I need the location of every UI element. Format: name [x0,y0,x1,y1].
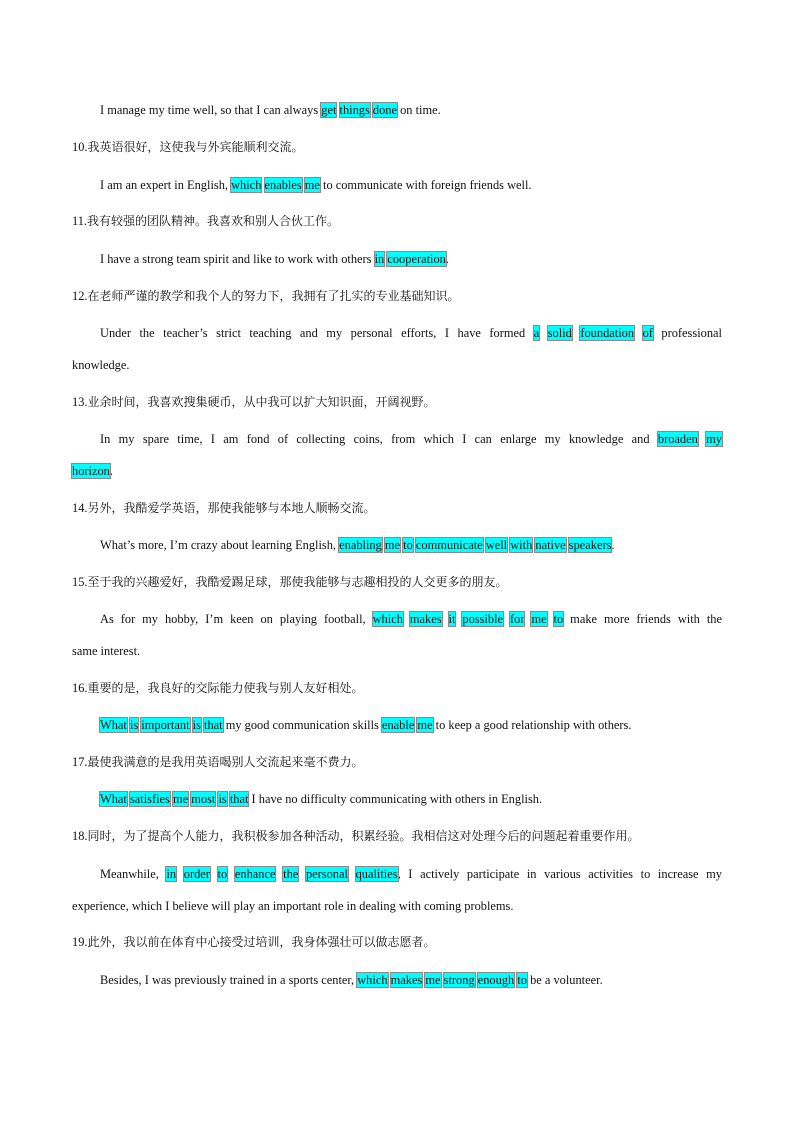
english-sentence-12 [100,325,722,341]
highlighted-word: me [172,792,189,806]
english-sentence-15-continued [72,643,140,659]
sentence-text: same interest. [72,644,141,658]
chinese-prompt-17 [72,754,364,770]
chinese-prompt-16 [72,680,364,696]
highlighted-word: is [218,792,227,806]
highlighted-word: me [417,718,433,732]
highlighted-word: possible [462,612,504,626]
highlighted-word: solid [547,326,572,340]
highlighted-word: well [485,538,508,552]
chinese-prompt-14 [72,500,376,516]
sentence-text [348,867,356,881]
highlighted-word: that [229,792,249,806]
sentence-text: to keep a good relationship with others. [432,718,632,732]
english-sentence-16 [100,717,631,733]
highlighted-word: enable [381,718,415,732]
sentence-text: I am an expert in English, [100,178,232,192]
highlighted-word: is [192,718,201,732]
chinese-prompt-11 [72,213,339,229]
highlighted-word: is [129,718,139,732]
chinese-text: 我英语很好，这使我与外宾能顺利交流。 [87,140,304,154]
sentence-text: knowledge. [72,358,130,372]
sentence-text: What’s more, I’m crazy about learning English, [100,538,340,552]
highlighted-word: which [372,612,403,626]
sentence-text [698,432,706,446]
sentence-text: , I actively participate in various activities to increase my [397,867,722,881]
item-number: 16. [72,681,88,695]
highlighted-word: makes [409,612,442,626]
highlighted-word: for [510,612,525,626]
sentence-text: I have no difficulty communicating with others in English. [248,792,543,806]
sentence-text [503,612,510,626]
highlighted-word: foundation [580,326,635,340]
highlighted-word: broaden [657,432,698,446]
highlighted-word: a [533,326,540,340]
item-number: 14. [72,501,88,515]
english-sentence-18 [100,866,722,882]
highlighted-word: in [166,867,177,881]
highlighted-word: to [403,538,413,552]
chinese-text: 此外，我以前在体育中心接受过培训，我身体强壮可以做志愿者。 [87,935,436,949]
highlighted-word: speakers [568,538,612,552]
sentence-text: to communicate with foreign friends well. [319,178,532,192]
chinese-prompt-10 [72,139,304,155]
highlighted-word: me [304,178,320,192]
highlighted-word: me [531,612,547,626]
sentence-text: In my spare time, I am fond of collecting coins, from which I can enlarge my knowledge and [100,432,658,446]
english-sentence-11 [100,251,449,267]
chinese-prompt-13 [72,394,436,410]
sentence-text: my good communication skills [222,718,382,732]
highlighted-word: horizon [72,464,110,478]
highlighted-word: makes [390,973,423,987]
sentence-text [176,867,184,881]
english-sentence-12-continued [72,357,129,373]
english-sentence-15 [100,611,722,627]
sentence-text: I have a strong team spirit and like to work with others [100,252,375,266]
highlighted-word: What [100,718,127,732]
item-number: 12. [72,289,88,303]
highlighted-word: the [283,867,299,881]
highlighted-word: get [321,103,337,117]
sentence-text [634,326,643,340]
sentence-text: make more friends with the [563,612,722,626]
sentence-text: As for my hobby, I’m keen on playing football, [100,612,373,626]
english-sentence-9 [100,102,441,118]
sentence-text: . [445,252,449,266]
highlighted-word: to [217,867,228,881]
highlighted-word: important [141,718,190,732]
item-number: 18. [72,829,88,843]
sentence-text: Besides, I was previously trained in a sports center, [100,973,358,987]
highlighted-word: which [357,973,388,987]
chinese-text: 至于我的兴趣爱好，我酷爱踢足球，那使我能够与志趣相投的人交更多的朋友。 [87,575,508,589]
highlighted-word: enabling [339,538,382,552]
item-number: 19. [72,935,88,949]
highlighted-word: which [231,178,262,192]
highlighted-word: my [706,432,722,446]
highlighted-word: personal [305,867,348,881]
item-number: 13. [72,395,88,409]
highlighted-word: enables [264,178,302,192]
sentence-text: experience, which I believe will play an important role in dealing with coming problems. [72,899,514,913]
highlighted-word: communicate [415,538,483,552]
chinese-prompt-15 [72,574,508,590]
chinese-text: 重要的是，我良好的交际能力使我与别人友好相处。 [87,681,364,695]
highlighted-word: native [535,538,566,552]
sentence-text [298,867,306,881]
sentence-text [227,867,235,881]
chinese-prompt-18 [72,828,640,844]
chinese-text: 同时，为了提高个人能力，我积极参加各种活动，积累经验。我相信这对处理今后的问题起着重要作用。 [87,829,640,843]
highlighted-word: it [448,612,456,626]
highlighted-word: of [642,326,653,340]
chinese-prompt-12 [72,288,460,304]
item-number: 11. [72,214,88,228]
highlighted-word: that [204,718,223,732]
sentence-text: I manage my time well, so that I can always [100,103,322,117]
english-sentence-10 [100,177,532,193]
item-number: 15. [72,575,88,589]
highlighted-word: strong [443,973,475,987]
sentence-text: . [611,538,615,552]
highlighted-word: enough [477,973,515,987]
highlighted-word: me [384,538,401,552]
sentence-text: be a volunteer. [526,973,603,987]
chinese-prompt-19 [72,934,436,950]
highlighted-word: me [425,973,441,987]
highlighted-word: in [374,252,385,266]
highlighted-word: enhance [234,867,276,881]
highlighted-word: What [100,792,127,806]
highlighted-word: most [191,792,216,806]
sentence-text [539,326,548,340]
sentence-text: on time. [397,103,441,117]
english-sentence-19 [100,972,603,988]
sentence-text: . [109,464,113,478]
chinese-text: 最使我满意的是我用英语喝别人交流起来毫不费力。 [87,755,364,769]
sentence-text [403,612,410,626]
english-sentence-14 [100,537,615,553]
english-sentence-18-continued [72,898,513,914]
highlighted-word: things [339,103,370,117]
highlighted-word: to [517,973,527,987]
sentence-text [210,867,218,881]
sentence-text [442,612,449,626]
english-sentence-17 [100,791,542,807]
highlighted-word: cooperation [387,252,446,266]
sentence-text: professional [652,326,722,340]
english-sentence-13 [100,431,722,447]
highlighted-word: with [510,538,533,552]
chinese-text: 在老师严谨的教学和我个人的努力下，我拥有了扎实的专业基础知识。 [87,289,460,303]
chinese-text: 我有较强的团队精神。我喜欢和别人合伙工作。 [87,214,340,228]
highlighted-word: satisfies [129,792,170,806]
chinese-text: 另外，我酷爱学英语，那使我能够与本地人顺畅交流。 [87,501,376,515]
highlighted-word: order [183,867,210,881]
chinese-text: 业余时间，我喜欢搜集硬币，从中我可以扩大知识面，开阔视野。 [87,395,436,409]
sentence-text [275,867,283,881]
item-number: 10. [72,140,88,154]
highlighted-word: done [372,103,397,117]
english-sentence-13-continued [72,463,113,479]
sentence-text [547,612,554,626]
sentence-text: Meanwhile, [100,867,167,881]
highlighted-word: to [553,612,564,626]
sentence-text: Under the teacher’s strict teaching and my personal efforts, I have formed [100,326,534,340]
highlighted-word: qualities [355,867,398,881]
item-number: 17. [72,755,88,769]
